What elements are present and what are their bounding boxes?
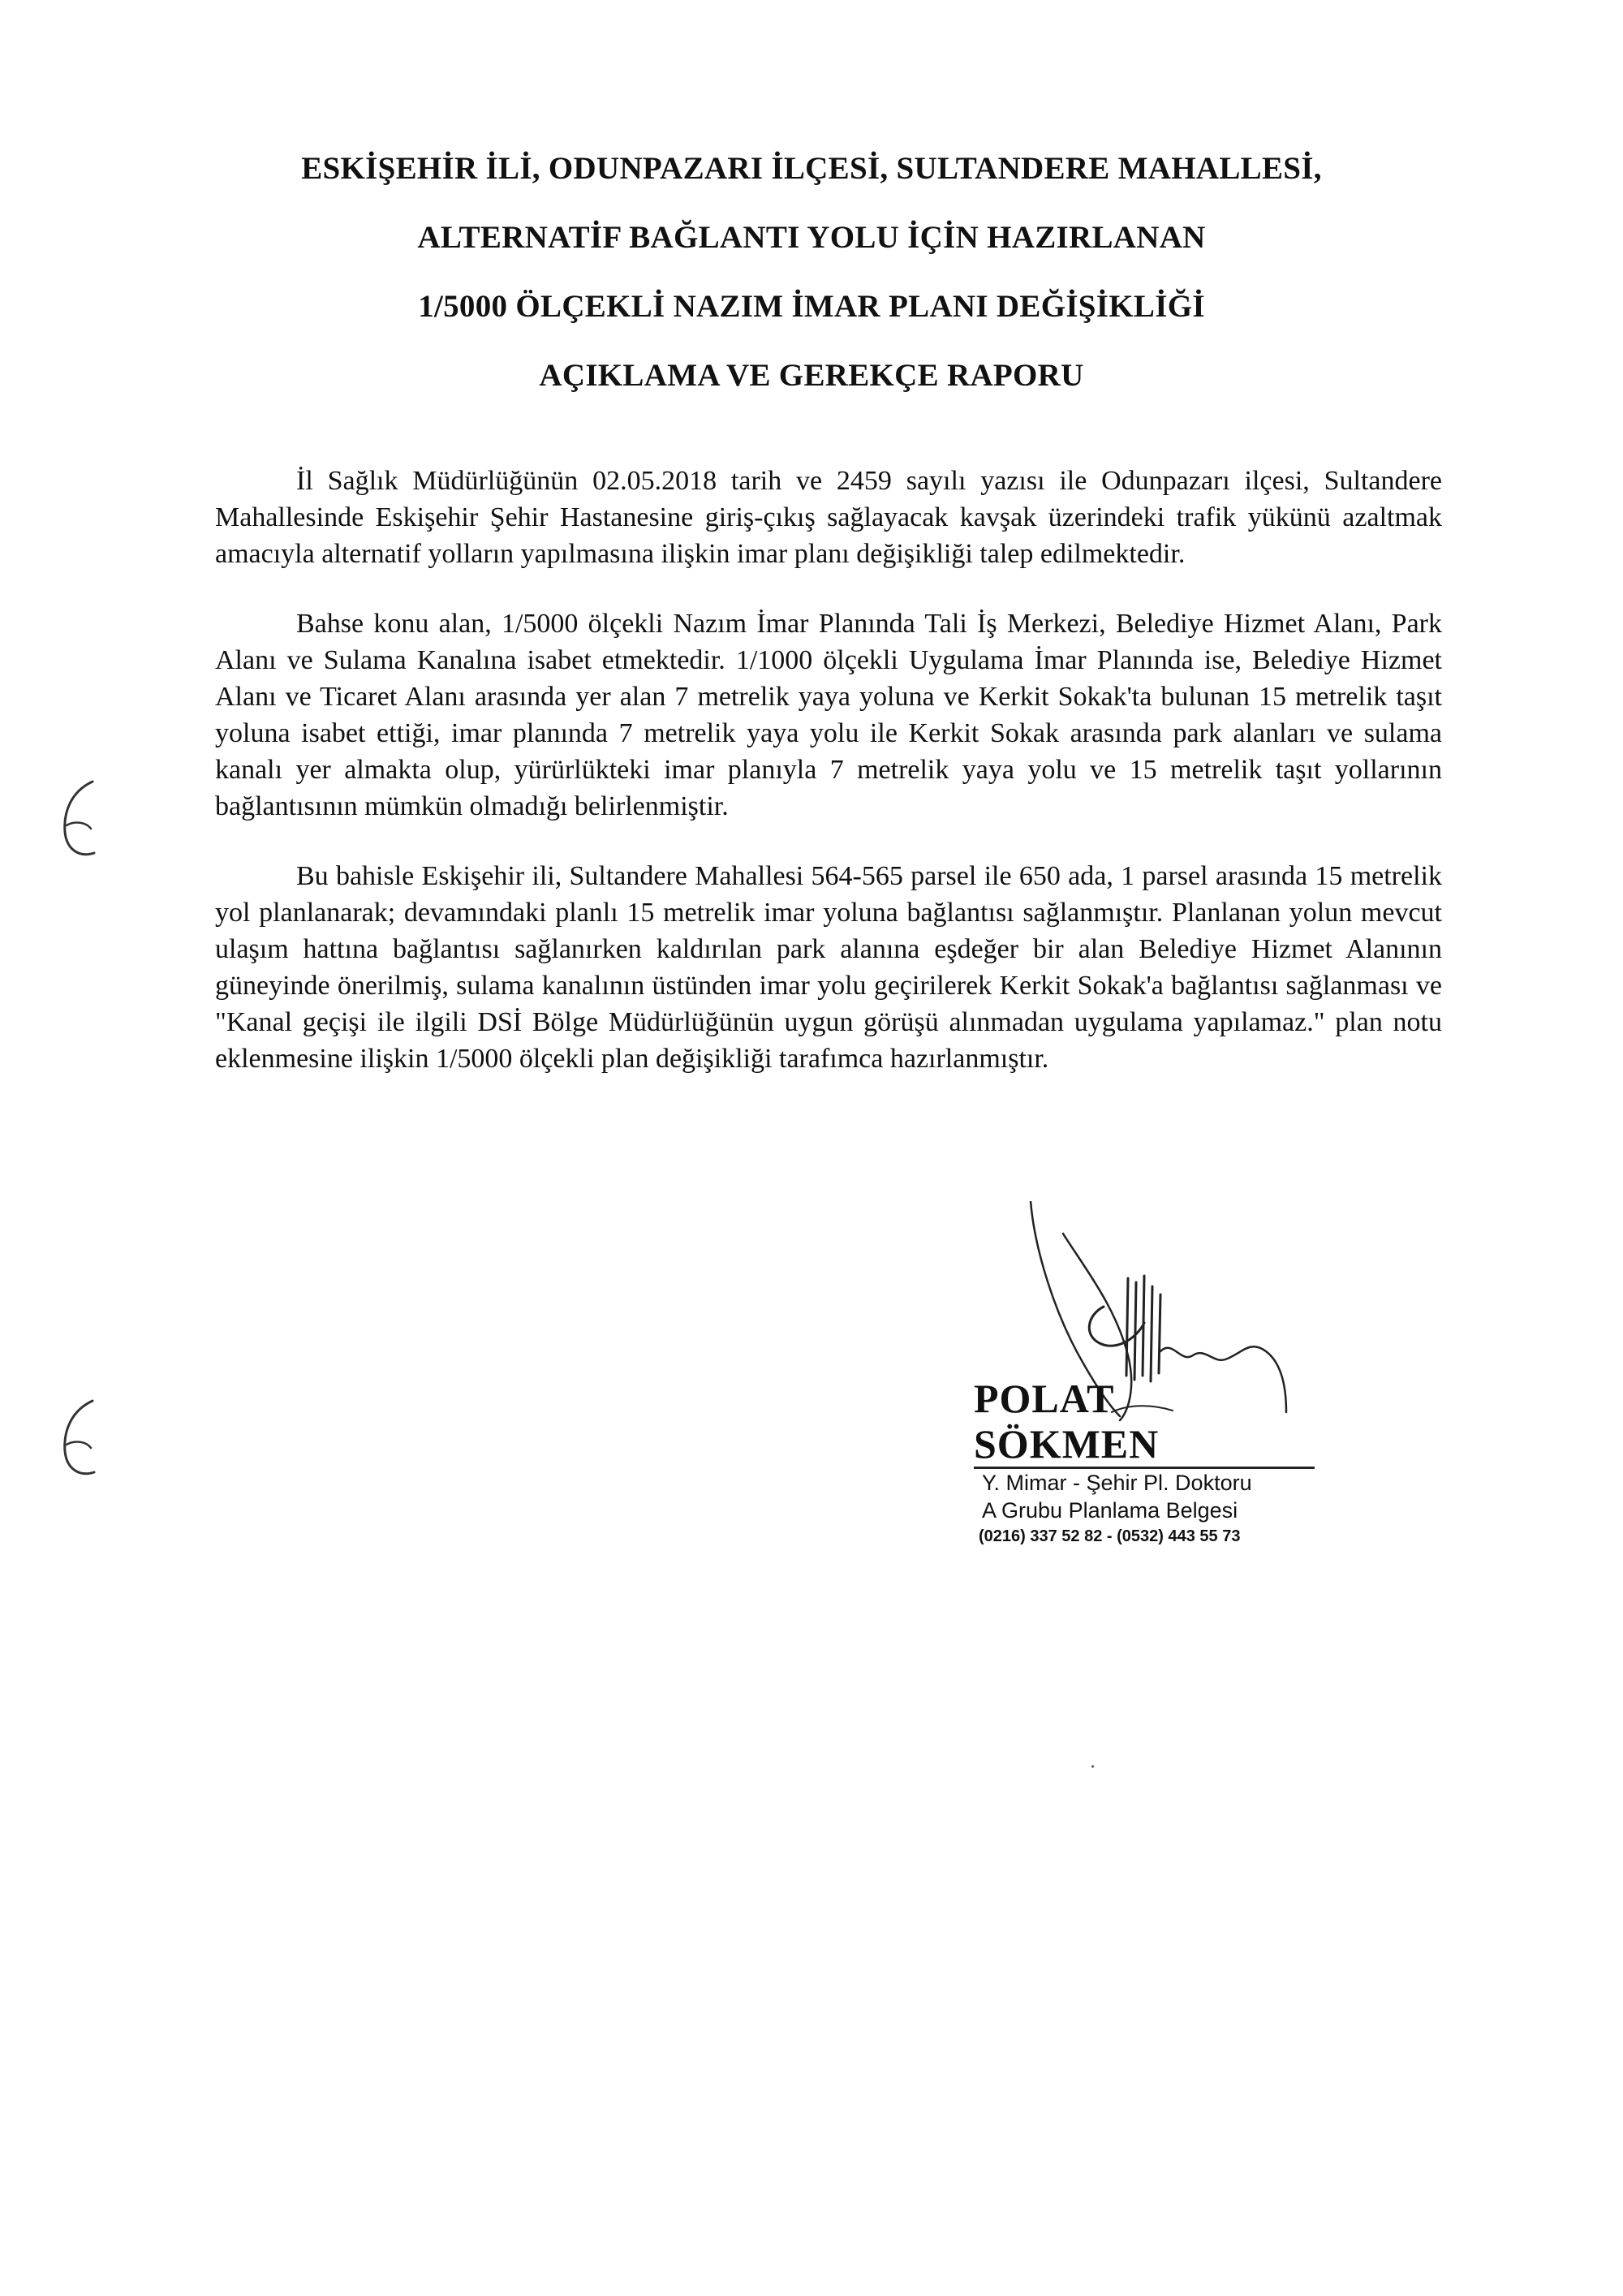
paragraph-2: Bahse konu alan, 1/5000 ölçekli Nazım İmar Planında Tali İş Merkezi, Belediye Hizmet Alanı, Park Alanı ve Sulama Kanalına isabet etmektedir. 1/1000 ölçekli Uygulama İmar Planında ise, Belediye Hizmet Alanı ve Ticaret Alanı arasında yer alan 7 metrelik yaya yoluna ve Kerkit Sokak'ta bulunan 15 metrelik taşıt yoluna isabet ettiği, imar planında 7 metrelik yaya yolu ile Kerkit Sokak arasında park alanları ve sulama kanalı yer almakta olup, yürürlükteki imar planıyla 7 metrelik yaya yolu ve 15 metrelik taşıt yollarının bağlantısının mümkün olmadığı belirlenmiştir. [215, 609, 1442, 821]
title-line-1: ESKİŞEHİR İLİ, ODUNPAZARI İLÇESİ, SULTANDERE MAHALLESİ, [301, 151, 1322, 186]
document-body [215, 463, 1442, 1110]
stamp-title: Y. Mimar - Şehir Pl. Doktoru [982, 1471, 1252, 1495]
title-line-2: ALTERNATİF BAĞLANTI YOLU İÇİN HAZIRLANAN [417, 220, 1206, 255]
title-line-4: AÇIKLAMA VE GEREKÇE RAPORU [539, 358, 1084, 393]
stamp-certificate: A Grubu Planlama Belgesi [982, 1498, 1238, 1523]
scan-speck [1091, 1765, 1094, 1768]
title-line-3: 1/5000 ÖLÇEKLİ NAZIM İMAR PLANI DEĞİŞİKLİĞİ [418, 289, 1205, 324]
stamp-name: POLAT SÖKMEN [974, 1376, 1315, 1469]
margin-mark-2 [57, 1394, 105, 1484]
document-title [162, 146, 1461, 422]
signature-stamp [974, 1376, 1315, 1549]
stamp-phones: (0216) 337 52 82 - (0532) 443 55 73 [979, 1527, 1241, 1545]
paragraph-1: İl Sağlık Müdürlüğünün 02.05.2018 tarih ve 2459 sayılı yazısı ile Odunpazarı ilçesi, Sultandere Mahallesinde Eskişehir Şehir Hastanesine giriş-çıkış sağlayacak kavşak üzerindeki trafik yükünü azaltmak amacıyla alternatif yolların yapılmasına ilişkin imar planı değişikliği talep edilmektedir. [215, 466, 1442, 569]
paragraph-3: Bu bahisle Eskişehir ili, Sultandere Mahallesi 564-565 parsel ile 650 ada, 1 parsel arasında 15 metrelik yol planlanarak; devamındaki planlı 15 metrelik imar yoluna bağlantısı sağlanmıştır. Planlanan yolun mevcut ulaşım hattına bağlantısı sağlanırken kaldırılan park alanına eşdeğer bir alan Belediye Hizmet Alanının güneyinde önerilmiş, sulama kanalının üstünden imar yolu geçirilerek Kerkit Sokak'a bağlantısı sağlanması ve "Kanal geçişi ile ilgili DSİ Bölge Müdürlüğünün uygun görüşü alınmadan uygulama yapılamaz." plan notu eklenmesine ilişkin 1/5000 ölçekli plan değişikliği tarafımca hazırlanmıştır. [215, 861, 1442, 1074]
margin-mark-1 [57, 775, 105, 864]
